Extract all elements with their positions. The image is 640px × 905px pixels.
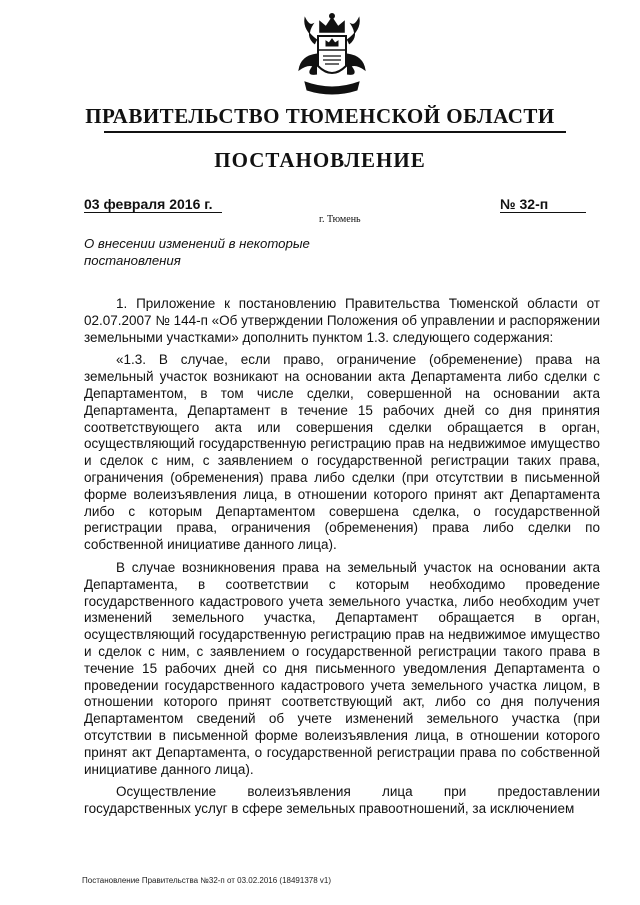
document-subject: О внесении изменений в некоторые постановления xyxy=(84,236,310,268)
government-title: ПРАВИТЕЛЬСТВО ТЮМЕНСКОЙ ОБЛАСТИ xyxy=(85,104,555,128)
body-paragraph: 1. Приложение к постановлению Правительства Тюменской области от 02.07.2007 № 144-п «Об утверждении Положения об управлении и распоряжении земельными участками» дополнить пунктом 1.3. следующего содержания: xyxy=(84,296,600,345)
date-underline xyxy=(84,212,222,213)
body-paragraph: В случае возникновения права на земельный участок на основании акта Департамента, в соответствии с которым необходимо проведение государственного кадастрового учета земельного участка, либо необходим учет изменений земельного участка, Департамент обращается в орган, осуществляющий государственную регистрацию прав на недвижимое имущество и сделок с ним, с заявлением о государственной регистрации такого права в течение 15 рабочих дней со дня письменного уведомления Департамента о проведении государственного кадастрового учета земельного участка лицом, в отношении которого принят соответствующий акт, либо со дня получения Департаментом сведений об учете изменений земельного участка (при отсутствии в письменной форме волеизъявления лица, в отношении которого принят акт Департамента, о государственной регистрации права по собственной инициативе данного лица). xyxy=(84,559,600,777)
document-body xyxy=(84,296,600,824)
number-underline xyxy=(500,212,586,213)
document-type: ПОСТАНОВЛЕНИЕ xyxy=(214,148,426,172)
body-paragraph: «1.3. В случае, если право, ограничение (обременение) права на земельный участок возникают на основании акта Департамента либо сделки с Департаментом, в том числе сделки, совершенной на основании акта Департамента, Департамент в течение 15 рабочих дней со дня принятия соответствующего акта или совершения сделки обращается в орган, осуществляющий государственную регистрацию прав на недвижимое имущество и сделок с ним, с заявлением о государственной регистрации таких права, ограничения (обременения) права либо сделки (при отсутствии в письменной форме волеизъявления лица, в отношении которого принят акт Департамента либо с которым Департаментом совершена сделка, о государственной регистрации права, ограничения (обременения) права либо сделки по собственной инициативе данного лица). xyxy=(84,352,600,553)
page-footer: Постановление Правительства №32-п от 03.02.2016 (18491378 v1) xyxy=(82,876,332,885)
coat-of-arms-icon xyxy=(291,10,373,98)
document-date: 03 февраля 2016 г. xyxy=(84,196,213,212)
body-paragraph: Осуществление волеизъявления лица при предоставлении государственных услуг в сфере земельных правоотношений, за исключением xyxy=(84,784,600,817)
header-divider xyxy=(104,131,566,133)
document-number: № 32-п xyxy=(500,196,549,212)
document-city: г. Тюмень xyxy=(319,214,361,225)
